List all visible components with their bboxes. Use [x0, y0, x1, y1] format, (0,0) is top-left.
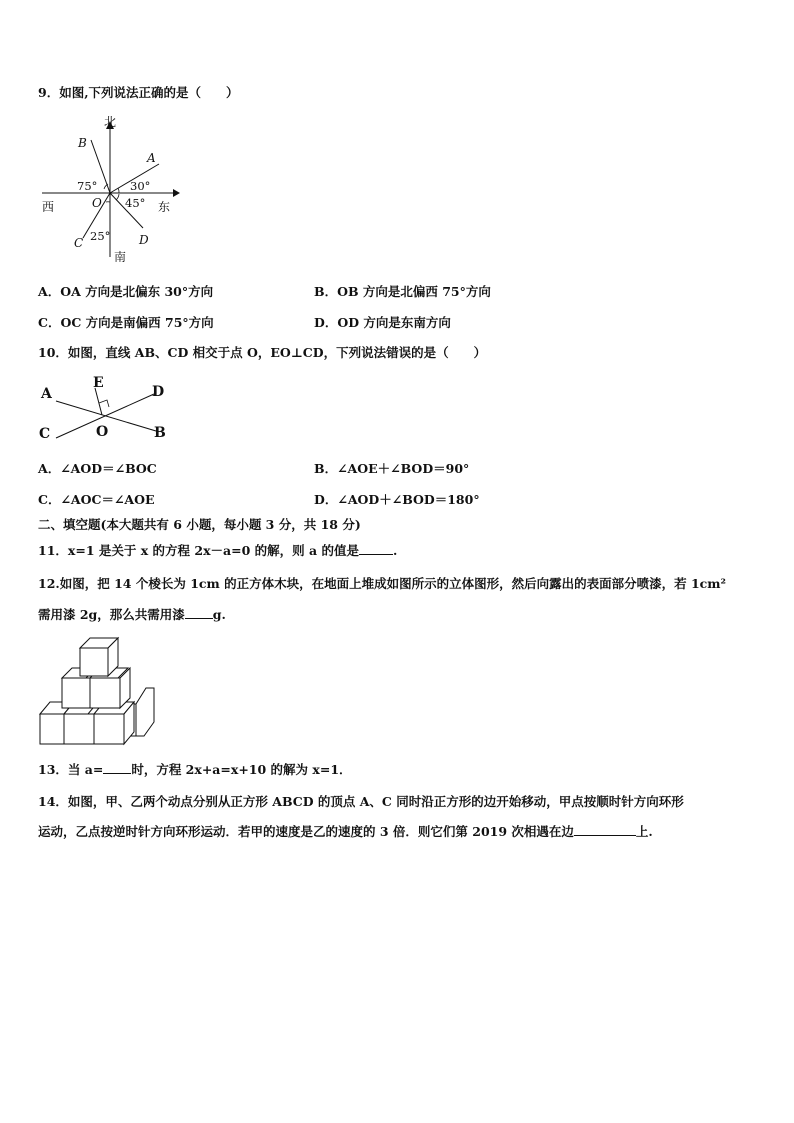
- label-north: 北: [104, 115, 117, 129]
- label-ray-a: A: [147, 151, 156, 165]
- q9-compass-figure: [38, 110, 188, 270]
- q9-option-a: A．OA 方向是北偏东 30°方向: [38, 284, 214, 299]
- q9-option-d: D．OD 方向是东南方向: [314, 315, 451, 330]
- q14-line2: [38, 822, 653, 840]
- q12-line1: 12.如图，把 14 个棱长为 1cm 的正方体木块，在地面上堆成如图所示的立体图形，然后向露出的表面部分喷漆，若 1cm²: [38, 576, 726, 591]
- q13-text: 13．当 a=: [38, 762, 104, 777]
- label-o: O: [96, 424, 109, 440]
- q9-stem: 9．如图,下列说法正确的是（ ）: [38, 85, 239, 100]
- label-south: 南: [114, 250, 127, 264]
- angle-label-d: 45°: [125, 196, 146, 210]
- label-b: B: [154, 425, 166, 441]
- label-e: E: [93, 375, 104, 391]
- label-d: D: [152, 384, 165, 400]
- q11-text: 11．x=1 是关于 x 的方程 2x－a=0 的解，则 a 的值是: [38, 543, 359, 558]
- angle-label-a: 30°: [130, 179, 151, 193]
- q9-option-b: B．OB 方向是北偏西 75°方向: [314, 284, 491, 299]
- q10-lines-figure: [36, 372, 176, 444]
- label-origin: O: [92, 196, 102, 210]
- q14-answer-blank[interactable]: [574, 823, 636, 836]
- cube-f3-front: [94, 714, 124, 744]
- q12-line2: [38, 605, 226, 623]
- cube-top-front: [80, 648, 108, 676]
- q13-answer-blank[interactable]: [103, 761, 131, 774]
- angle-label-b: 75°: [77, 179, 98, 193]
- label-west: 西: [42, 200, 55, 214]
- q11: [38, 541, 397, 559]
- q10-option-c: C．∠AOC＝∠AOE: [38, 492, 155, 507]
- label-ray-d: D: [139, 233, 149, 247]
- ray-oe: [95, 388, 102, 415]
- cube-m1-front: [62, 678, 90, 708]
- q14-end: 上.: [635, 824, 653, 839]
- angle-arc-a: [118, 188, 119, 193]
- q14-text: 运动，乙点按逆时针方向环形运动．若甲的速度是乙的速度的 3 倍．则它们第 2019 次相遇在边: [38, 824, 574, 839]
- q13-end: 时，方程 2x+a=x+10 的解为 x=1．: [131, 762, 352, 777]
- label-east: 东: [158, 200, 171, 214]
- cube-m2-front: [90, 678, 120, 708]
- right-angle-mark: [99, 400, 109, 407]
- q11-answer-blank[interactable]: [359, 542, 393, 555]
- q14-line1: 14．如图，甲、乙两个动点分别从正方形 ABCD 的顶点 A、C 同时沿正方形的边开始移动，甲点按顺时针方向环形: [38, 794, 684, 809]
- q10-option-d: D．∠AOD＋∠BOD＝180°: [314, 492, 480, 507]
- cube-back-4: [136, 688, 154, 736]
- q12-answer-blank[interactable]: [185, 606, 213, 619]
- label-ray-c: C: [74, 236, 84, 250]
- cube-f2-front: [64, 714, 94, 744]
- q12-end: g.: [212, 607, 226, 622]
- cube-f1-front: [40, 714, 64, 744]
- q11-end: .: [392, 543, 398, 558]
- q10-option-a: A．∠AOD＝∠BOC: [38, 461, 157, 476]
- q12-cube-stack-figure: [36, 636, 160, 748]
- label-c: C: [39, 426, 51, 442]
- angle-label-c: 25°: [90, 229, 111, 243]
- east-arrow-icon: [173, 189, 180, 197]
- q10-option-b: B．∠AOE＋∠BOD＝90°: [314, 461, 470, 476]
- angle-arc-d: [116, 194, 119, 200]
- q12-text: 需用漆 2g，那么共需用漆: [38, 607, 185, 622]
- label-a: A: [41, 386, 52, 402]
- label-ray-b: B: [78, 136, 87, 150]
- q13: [38, 760, 352, 778]
- section-title-fill-in: 二、填空题(本大题共有 6 小题，每小题 3 分，共 18 分): [38, 517, 361, 532]
- q9-option-c: C．OC 方向是南偏西 75°方向: [38, 315, 214, 330]
- q10-stem: 10．如图，直线 AB、CD 相交于点 O，EO⊥CD，下列说法错误的是（ ）: [38, 345, 487, 360]
